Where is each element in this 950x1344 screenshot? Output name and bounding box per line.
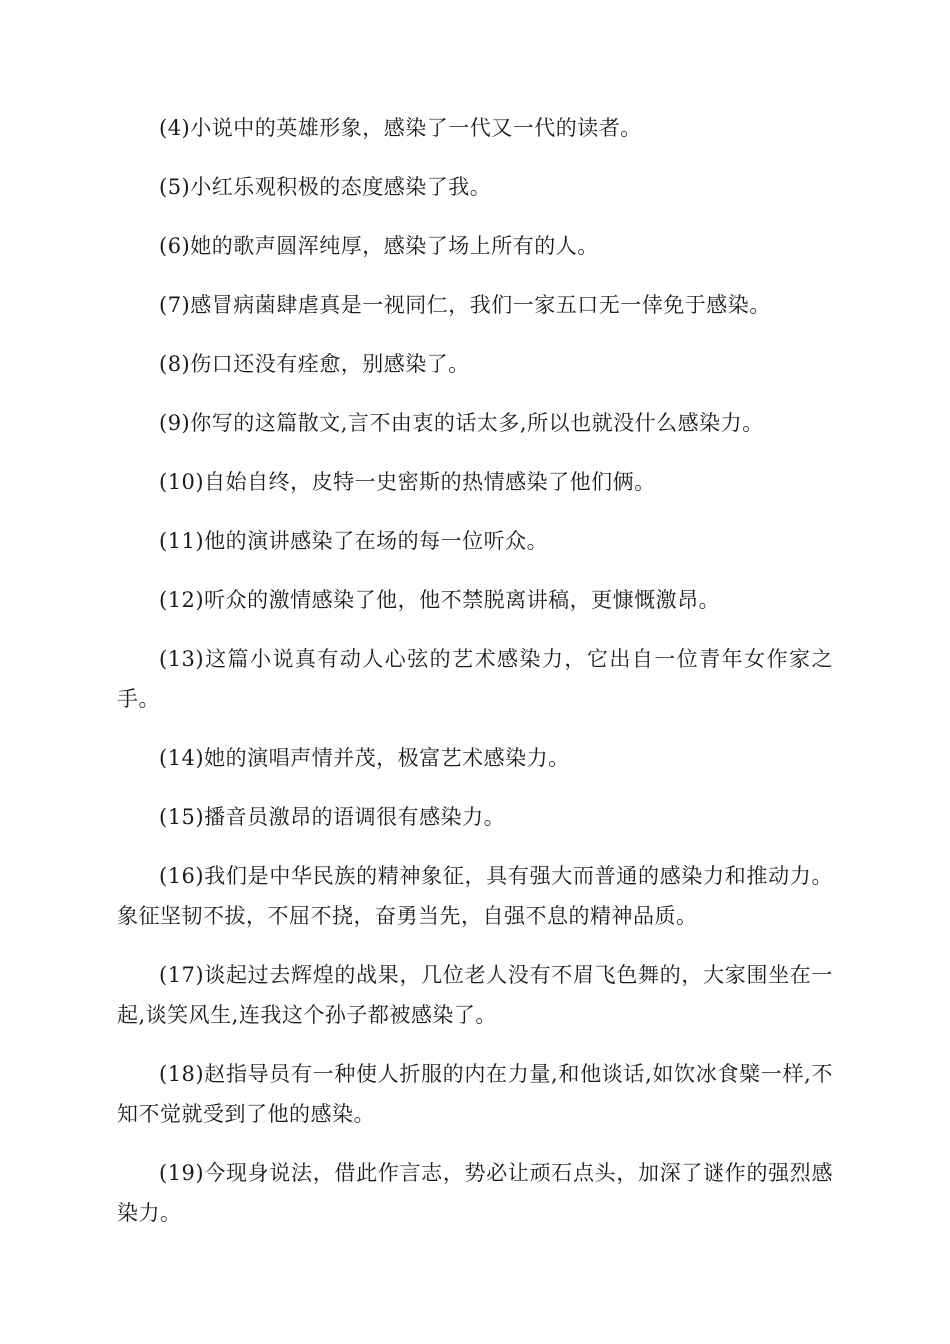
paragraph-19: (19)今现身说法，借此作言志，势必让顽石点头，加深了谜作的强烈感染力。 [117, 1161, 833, 1225]
paragraph-12: (12)听众的激情感染了他，他不禁脱离讲稿，更慷慨激昂。 [159, 588, 721, 612]
paragraph-8: (8)伤口还没有痊愈，别感染了。 [159, 352, 470, 376]
paragraph-10: (10)自始自终，皮特一史密斯的热情感染了他们俩。 [159, 470, 656, 494]
paragraph-7: (7)感冒病菌肆虐真是一视同仁，我们一家五口无一倖免于感染。 [159, 293, 771, 317]
paragraph-4: (4)小说中的英雄形象，感染了一代又一代的读者。 [159, 116, 642, 140]
paragraph-9: (9)你写的这篇散文,言不由衷的话太多,所以也就没什么感染力。 [159, 411, 764, 435]
paragraph-6: (6)她的歌声圆浑纯厚，感染了场上所有的人。 [159, 234, 599, 258]
paragraph-13: (13)这篇小说真有动人心弦的艺术感染力，它出自一位青年女作家之手。 [117, 647, 833, 711]
paragraph-14: (14)她的演唱声情并茂，极富艺术感染力。 [159, 746, 570, 770]
paragraph-16: (16)我们是中华民族的精神象征，具有强大而普通的感染力和推动力。象征坚韧不拔，不屈不挠，奋勇当先，自强不息的精神品质。 [117, 864, 833, 928]
paragraph-11: (11)他的演讲感染了在场的每一位听众。 [159, 529, 549, 553]
paragraph-18: (18)赵指导员有一种使人折服的内在力量,和他谈话,如饮冰食檗一样,不知不觉就受到了他的感染。 [117, 1062, 833, 1126]
paragraph-17: (17)谈起过去辉煌的战果，几位老人没有不眉飞色舞的，大家围坐在一起,谈笑风生,连我这个孙子都被感染了。 [117, 963, 833, 1027]
paragraph-5: (5)小红乐观积极的态度感染了我。 [159, 175, 492, 199]
paragraph-15: (15)播音员激昂的语调很有感染力。 [159, 805, 506, 829]
